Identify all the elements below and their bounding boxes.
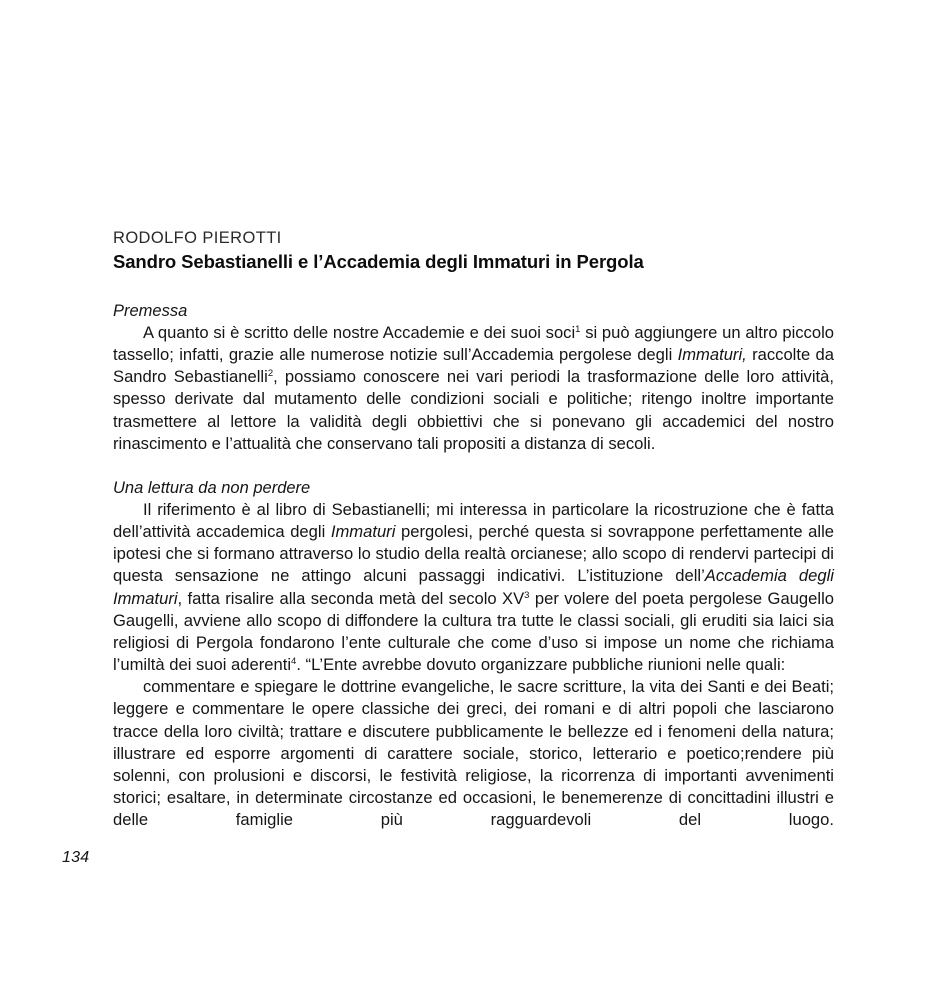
italic-run: Accademia degli Immaturi xyxy=(113,566,834,608)
page-number: 134 xyxy=(62,849,90,866)
article-title: Sandro Sebastianelli e l’Accademia degli Immaturi in Pergola xyxy=(113,251,644,272)
italic-run: Immaturi, xyxy=(677,345,747,365)
footnote-marker: 3 xyxy=(524,589,530,601)
author-name: RODOLFO PIEROTTI xyxy=(113,229,282,247)
section-heading-una-lettura: Una lettura da non perdere xyxy=(113,478,311,497)
paragraph-lettura-1: Il riferimento è al libro di Sebastianelli; mi interessa in particolare la ricostruzione che è fatta dell’attività accademica degli Immaturi pergolesi, perché questa si sovrappone perfettamente alle ipotesi che si formano attraverso lo studio della realtà orcianese; allo scopo di rendervi partecipi di questa sensazione ne attingo alcuni passaggi indicativi. L’istituzione dell’Accademia degli Immaturi, fatta risalire alla seconda metà del secolo XV$^3$ per volere del poeta pergolese Gaugello Gaugelli, avviene allo scopo di diffondere la cultura tra tutte le classi sociali, gli eruditi sia laici sia religiosi di Pergola fondarono l’ente culturale che come d’uso si impose un nome che richiama l’umiltà dei suoi aderenti$^4$. “L’Ente avrebbe dovuto organizzare pubbliche riunioni nelle quali: xyxy=(113,499,834,675)
paragraph-premessa-1: A quanto si è scritto delle nostre Accademie e dei suoi soci$^1$ si può aggiungere un altro piccolo tassello; infatti, grazie alle numerose notizie sull’Accademia pergolese degli Immaturi, raccolte da Sandro Sebastianelli$^2$, possiamo conoscere nei vari periodi la trasformazione delle loro attività, spesso derivate dal mutamento delle condizioni sociali e politiche; ritengo inoltre importante trasmettere al lettore la validità degli obbiettivi che si ponevano gli accademici del nostro rinascimento e l’attualità che conservano tali propositi a distanza di secoli. xyxy=(113,323,835,453)
footnote-marker: 2 xyxy=(267,368,274,380)
quoted-enumeration-block: commentare e spiegare le dottrine evangeliche, le sacre scritture, la vita dei Santi e dei Beati; leggere e commentare le opere classiche dei greci, dei romani e di altri popoli che lasciarono tracce della loro civiltà; trattare e discutere pubblicamente le bellezze ed i fenomeni della natura; illustrare ed esporre argomenti di carattere sociale, storico, letterario e poetico;rendere più solenni, con prolusioni e discorsi, le festività religiose, la ricorrenza di importanti avvenimenti storici; esaltare, in determinate circostanze ed occasioni, le benemerenze di concittadini illustri e delle famiglie più ragguardevoli del luogo. xyxy=(113,677,834,830)
section-heading-premessa: Premessa xyxy=(113,302,188,320)
section-una-lettura xyxy=(113,477,834,854)
italic-run: Immaturi xyxy=(330,522,396,542)
footnote-marker: 1 xyxy=(575,324,581,336)
footnote-marker: 4 xyxy=(291,656,297,668)
section-premessa xyxy=(113,300,834,455)
text-column xyxy=(113,228,834,853)
paragraph-spacer xyxy=(113,455,834,477)
